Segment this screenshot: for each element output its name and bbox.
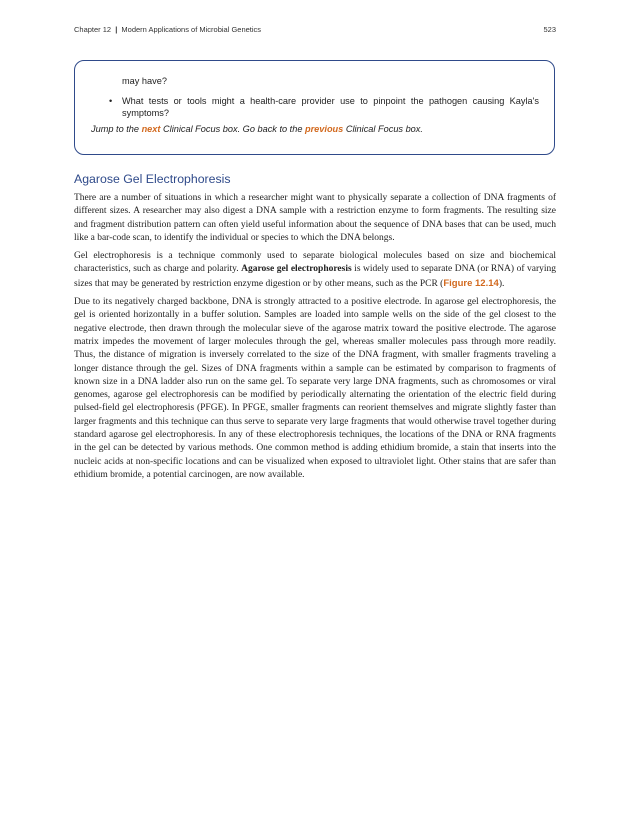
- focus-bullet-text: What tests or tools might a health-care provider use to pinpoint the pathogen causing Kayla's symptoms?: [122, 96, 539, 118]
- bullet-icon: •: [109, 96, 113, 106]
- chapter-title: [74, 25, 261, 34]
- paragraph-2-end: ).: [498, 278, 505, 289]
- page-number: 523: [543, 25, 556, 34]
- jump-prefix: Jump to the: [91, 124, 142, 134]
- jump-suffix: Clinical Focus box.: [343, 124, 423, 134]
- key-term: Agarose gel electrophoresis: [241, 264, 352, 275]
- previous-focus-link[interactable]: previous: [304, 124, 344, 134]
- paragraph-2: [74, 250, 556, 291]
- focus-continued-text: may have?: [122, 76, 167, 86]
- figure-link[interactable]: Figure 12.14: [443, 277, 499, 289]
- chapter-label: Chapter 12: [74, 25, 112, 34]
- header-separator: |: [115, 25, 118, 34]
- jump-middle: Clinical Focus box. Go back to the: [160, 124, 305, 134]
- focus-bullet-item: [109, 95, 539, 119]
- focus-jump-line: [91, 124, 423, 134]
- paragraph-2-middle: is widely used to separate DNA (or RNA) of varying sizes that may be generated by restriction enzyme digestion or by other means, such as the PCR (: [74, 264, 557, 289]
- paragraph-2-start: Gel electrophoresis is a technique commonly used to separate biological molecules based on size and biochemical characteristics, such as charge and polarity.: [74, 251, 556, 275]
- clinical-focus-box: [74, 60, 555, 155]
- next-focus-link[interactable]: next: [141, 124, 161, 134]
- paragraph-1: There are a number of situations in which a researcher might want to physically separate a collection of DNA fragments of different sizes. A researcher may also digest a DNA sample with a restriction enzyme to form fragments. The resulting size and fragment distribution pattern can often yield useful information about the sequence of DNA bases that can be used, much like a bar-code scan, to identify the individual or species to which the DNA belongs.: [74, 193, 556, 243]
- section-heading: Agarose Gel Electrophoresis: [74, 172, 231, 186]
- running-header: [74, 25, 556, 34]
- chapter-name: Modern Applications of Microbial Genetics: [121, 25, 262, 34]
- section-body: [74, 192, 556, 487]
- paragraph-3: Due to its negatively charged backbone, DNA is strongly attracted to a positive electrode. In agarose gel electrophoresis, the gel is oriented horizontally in a buffer solution. Samples are loaded into sample wells on the side of the gel closest to the negative electrode, then drawn through the molecular sieve of the agarose matrix toward the positive electrode. The agarose matrix impedes the movement of larger molecules through the gel, whereas smaller molecules pass through more readily. Thus, the distance of migration is inversely correlated to the size of the DNA fragment, with smaller fragments traveling a longer distance through the gel. Sizes of DNA fragments within a sample can be estimated by comparison to fragments of known size in a DNA ladder also run on the same gel. To separate very large DNA fragments, such as chromosomes or viral genomes, agarose gel electrophoresis can be modified by periodically alternating the orientation of the electric field during pulsed-field gel electrophoresis (PFGE). In PFGE, smaller fragments can reorient themselves and migrate slightly faster than larger fragments and this technique can thus serve to separate very large fragments that would otherwise travel together during standard agarose gel electrophoresis. In any of these electrophoresis techniques, the locations of the DNA or RNA fragments in the gel can be detected by various methods. One common method is adding ethidium bromide, a stain that inserts into the nucleic acids at non-specific locations and can be visualized when exposed to ultraviolet light. Other stains that are safer than ethidium bromide, a potential carcinogen, are now available.: [74, 297, 556, 480]
